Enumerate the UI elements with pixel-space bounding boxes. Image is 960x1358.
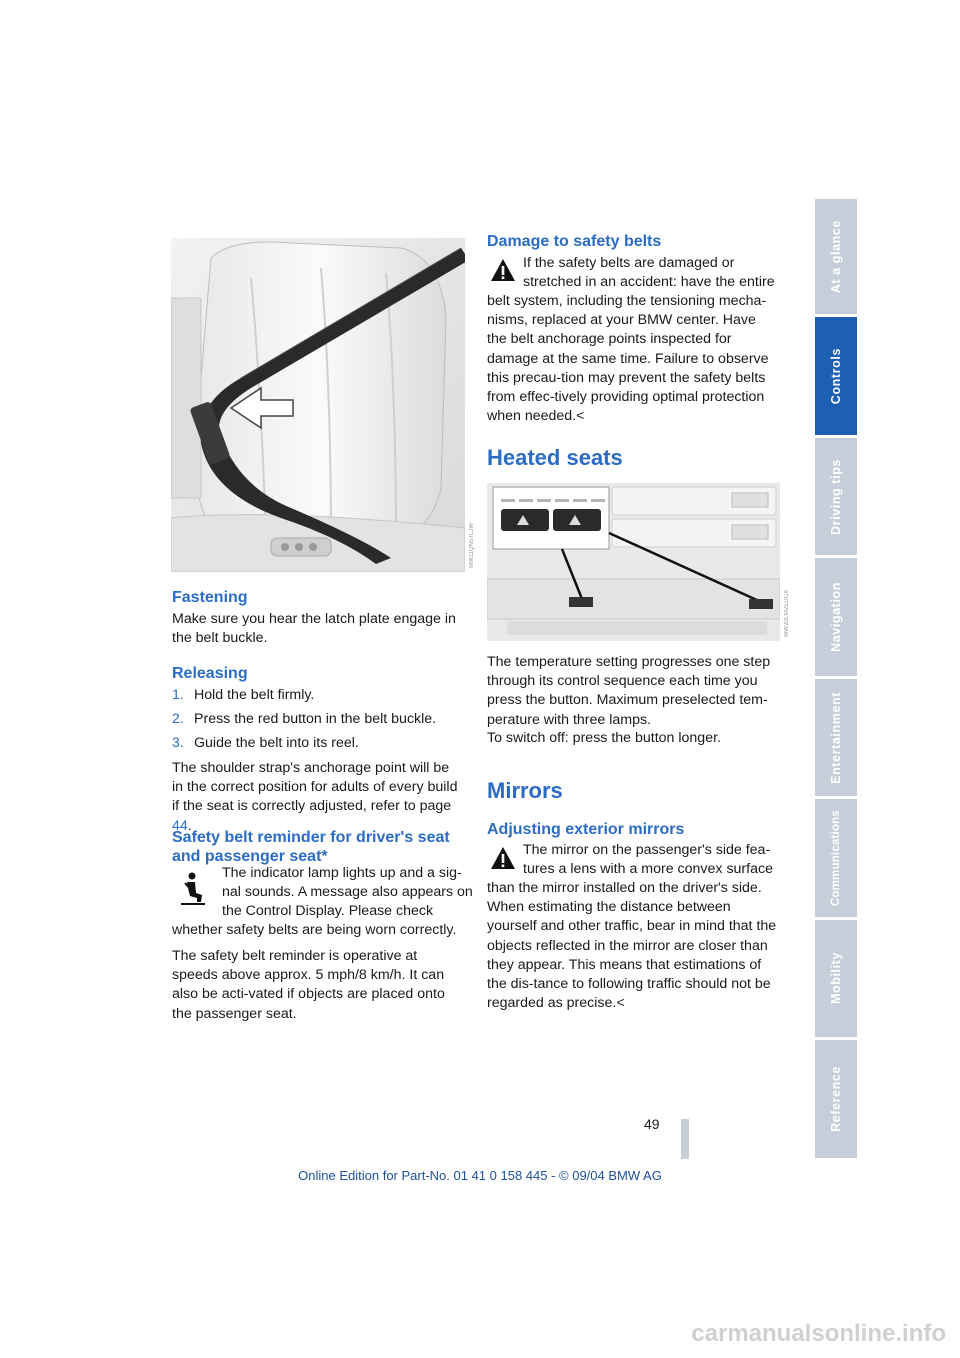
tab-label: Controls: [829, 347, 843, 405]
tab-label: Reference: [829, 1066, 843, 1132]
tab-mobility[interactable]: [815, 920, 857, 1037]
tab-label: Navigation: [829, 582, 843, 652]
shoulder-body: The shoulder strap's anchorage point will be in the correct position for adults of every build if the seat is correctly adjusted, refer to page: [172, 760, 458, 815]
online-edition-text: Online Edition for Part-No. 01 41 0 158 445 - © 09/04 BMW AG: [298, 1168, 662, 1183]
heated-seats-illustration: [487, 483, 790, 641]
tab-label: At a glance: [829, 219, 843, 294]
tab-driving-tips[interactable]: [815, 438, 857, 555]
list-item: [172, 686, 464, 705]
damage-line-2: stretched in an accident: have the entire: [523, 274, 775, 290]
reminder-line-2: nal sounds. A message also appears on: [222, 884, 473, 900]
end-mark: <: [616, 995, 625, 1012]
mirror-body: than the mirror installed on the driver's side. When estimating the distance between yourself and other traffic, bear in mind that the objects reflected in the mirror are closer than they appear. This means that estimations of the dis-tance to following traffic should not be regarded as precise.: [487, 880, 777, 1012]
step-text: Guide the belt into its reel.: [194, 735, 359, 752]
image-code: MW11QN5TLJW: [469, 523, 475, 568]
releasing-heading: Releasing: [172, 665, 248, 682]
reminder-line-1: The indicator lamp lights up and a sig-: [222, 865, 462, 881]
tab-navigation[interactable]: [815, 558, 857, 676]
heated-seats-heading: Heated seats: [487, 445, 623, 470]
reminder-paragraph-2: The safety belt reminder is operative at speeds above approx. 5 mph/8 km/h. It can also be acti-vated if objects are placed onto the passenger seat.: [172, 948, 445, 1022]
mirrors-heading: Mirrors: [487, 778, 563, 803]
step-text: Press the red button in the belt buckle.: [194, 711, 437, 728]
step-number: 1.: [172, 687, 184, 703]
damage-rest: [487, 292, 779, 426]
releasing-steps: [172, 686, 464, 754]
tab-label: Communications: [830, 809, 842, 907]
end-mark: <: [576, 408, 585, 425]
list-item: [172, 734, 464, 753]
shoulder-text: [172, 759, 464, 836]
seat-belt-illustration: [171, 238, 475, 572]
tab-label: Entertainment: [829, 691, 843, 784]
step-number: 2.: [172, 711, 184, 728]
switch-off-text: To switch off: press the button longer.: [487, 730, 721, 746]
damage-line-1: If the safety belts are damaged or: [523, 255, 735, 271]
tab-label: Driving tips: [829, 458, 843, 535]
tab-label: Mobility: [829, 952, 843, 1005]
fastening-text: Make sure you hear the latch plate engage in the belt buckle.: [172, 611, 456, 647]
image-code: MW20CM2EDCA: [784, 590, 790, 637]
damage-body: belt system, including the tensioning mecha-nisms, replaced at your BMW center. Have the belt anchorage points inspected for damage at the same time. Failure to observe this precau-tion may prevent the safety belts from effec-tively providing optimal protection when needed.: [487, 293, 769, 425]
fastening-heading: Fastening: [172, 589, 248, 606]
adjusting-mirrors-heading: Adjusting exterior mirrors: [487, 821, 685, 838]
tab-entertainment[interactable]: [815, 679, 857, 796]
mirror-line-2: tures a lens with a more convex surface: [523, 861, 773, 877]
heated-text: The temperature setting progresses one step through its control sequence each time you press the button. Maximum preselected tem-perature with three lamps.: [487, 654, 771, 728]
period: .: [187, 817, 192, 834]
tab-communications[interactable]: [815, 799, 857, 917]
reminder-line-3: the Control Display. Please check: [222, 903, 434, 919]
page-link[interactable]: 44: [172, 817, 188, 834]
step-text: Hold the belt firmly.: [194, 687, 315, 703]
reminder-heading: Safety belt reminder for driver's seat and passenger seat*: [172, 829, 450, 865]
warning-icon: [490, 846, 516, 870]
tab-at-a-glance[interactable]: [815, 199, 857, 314]
tab-controls[interactable]: [815, 317, 857, 435]
mirror-rest: [487, 879, 779, 1013]
tab-reference[interactable]: [815, 1040, 857, 1158]
watermark[interactable]: carmanualsonline.info: [691, 1320, 946, 1347]
list-item: [172, 710, 464, 729]
warning-icon: [490, 258, 516, 282]
step-number: 3.: [172, 735, 184, 752]
mirror-line-1: The mirror on the passenger's side fea-: [523, 842, 771, 858]
footer-bar: [681, 1119, 689, 1159]
damage-heading: Damage to safety belts: [487, 233, 662, 250]
seatbelt-indicator-icon: [175, 871, 211, 907]
reminder-line-4: whether safety belts are being worn correctly.: [172, 922, 457, 938]
page-number: 49: [644, 1116, 660, 1132]
